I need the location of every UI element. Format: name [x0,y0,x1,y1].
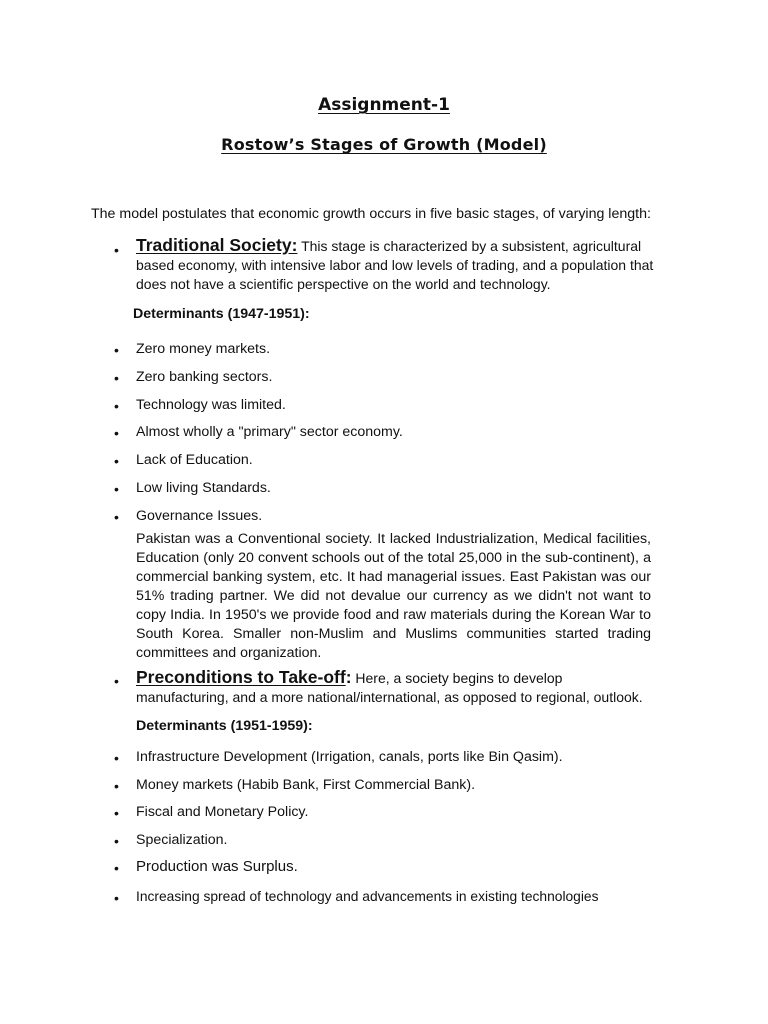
bullet-marker: • [114,778,119,794]
traditional-society-description: This stage is characterized by a subsistent, agricultural based economy, with intensive labor and low levels of trading, and a population that does not have a scientific perspective on the world and technology. [136,238,654,292]
list-item: Lack of Education. [136,452,253,468]
preconditions-heading: Preconditions to Take-off [136,667,346,687]
list-item: Zero banking sectors. [136,369,273,385]
list-item: Fiscal and Monetary Policy. [136,804,309,820]
list-item: Governance Issues. [136,508,263,524]
bullet-marker: • [114,425,119,441]
determinants-label-1951: Determinants (1951-1959): [136,718,313,734]
bullet-marker: • [114,342,119,358]
list-item: Almost wholly a "primary" sector economy. [136,424,403,440]
model-subtitle: Rostow’s Stages of Growth (Model) [221,135,547,154]
list-item: Zero money markets. [136,341,271,357]
bullet-marker: • [114,453,119,469]
determinants-label-1947: Determinants (1947-1951): [133,306,310,322]
list-item: Infrastructure Development (Irrigation, canals, ports like Bin Qasim). [136,749,563,765]
preconditions-description: Here, a society begins to develop manufacturing, and a more national/international, as opposed to regional, outlook. [136,670,643,705]
bullet-marker: • [114,509,119,525]
bullet-marker: • [114,860,119,876]
bullet-marker: • [114,370,119,386]
assignment-title: Assignment-1 [318,95,450,115]
bullet-marker: • [114,673,119,689]
list-item: Technology was limited. [136,397,286,413]
bullet-marker: • [114,750,119,766]
traditional-society-heading: Traditional Society: [136,235,298,255]
list-item: Increasing spread of technology and advancements in existing technologies [136,889,599,904]
preconditions-section [136,668,656,707]
list-item: Specialization. [136,832,228,848]
bullet-marker: • [114,398,119,414]
preconditions-colon: : [345,667,352,687]
list-item: Money markets (Habib Bank, First Commercial Bank). [136,777,476,793]
list-item: Production was Surplus. [136,858,298,875]
list-item: Low living Standards. [136,480,271,496]
bullet-marker: • [114,805,119,821]
bullet-marker: • [114,890,119,906]
bullet-marker: • [114,242,119,258]
intro-text: The model postulates that economic growth occurs in five basic stages, of varying length: [91,206,651,222]
bullet-marker: • [114,481,119,497]
pakistan-paragraph: Pakistan was a Conventional society. It lacked Industrialization, Medical facilities, Education (only 20 convent schools out of the total 25,000 in the sub-continent), a commercial banking system, etc. It had managerial issues. East Pakistan was our 51% trading partner. We did not devalue our currency as we didn't not want to copy India. In 1950's we provide food and raw materials during the Korean War to South Korea. Smaller non-Muslim and Muslims communities started trading committees and organization. [136,531,651,661]
bullet-marker: • [114,833,119,849]
traditional-society-section [136,236,656,294]
